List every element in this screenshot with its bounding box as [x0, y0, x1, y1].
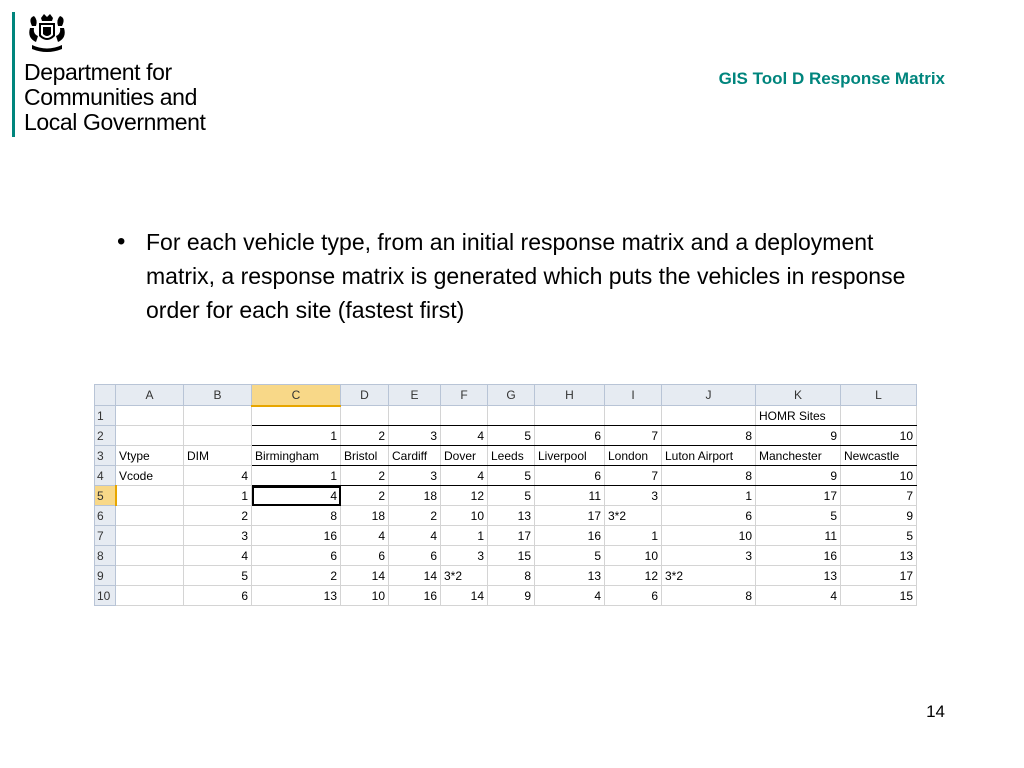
cell-d2[interactable]: 2: [341, 426, 389, 446]
table-row: [95, 566, 917, 586]
cell-i5[interactable]: 3: [605, 486, 662, 506]
table-row: [95, 586, 917, 606]
row-header-2[interactable]: 2: [95, 426, 116, 446]
cell-g8[interactable]: 15: [488, 546, 535, 566]
cell-h3[interactable]: Liverpool: [535, 446, 605, 466]
cell-l3[interactable]: Newcastle: [841, 446, 917, 466]
cell-e7[interactable]: 4: [389, 526, 441, 546]
cell-c4[interactable]: 1: [252, 466, 341, 486]
cell-i8[interactable]: 10: [605, 546, 662, 566]
royal-crest-icon: [24, 12, 70, 54]
cell-i7[interactable]: 1: [605, 526, 662, 546]
cell-e6[interactable]: 2: [389, 506, 441, 526]
cell-b8[interactable]: 4: [184, 546, 252, 566]
cell-h4[interactable]: 6: [535, 466, 605, 486]
cell-b2[interactable]: [184, 426, 252, 446]
column-header-j[interactable]: J: [662, 385, 756, 406]
cell-e10[interactable]: 16: [389, 586, 441, 606]
row-header-3[interactable]: 3: [95, 446, 116, 466]
cell-a9[interactable]: [116, 566, 184, 586]
cell-c6[interactable]: 8: [252, 506, 341, 526]
table-row: [95, 446, 917, 466]
cell-j4[interactable]: 8: [662, 466, 756, 486]
cell-c5[interactable]: 4: [252, 486, 341, 506]
cell-h5[interactable]: 11: [535, 486, 605, 506]
spreadsheet-grid: [94, 384, 917, 606]
cell-k4[interactable]: 9: [756, 466, 841, 486]
cell-g9[interactable]: 8: [488, 566, 535, 586]
cell-b10[interactable]: 6: [184, 586, 252, 606]
cell-g10[interactable]: 9: [488, 586, 535, 606]
cell-a8[interactable]: [116, 546, 184, 566]
table-row: [95, 426, 917, 446]
column-header-a[interactable]: A: [116, 385, 184, 406]
column-header-e[interactable]: E: [389, 385, 441, 406]
table-row: [95, 466, 917, 486]
cell-g3[interactable]: Leeds: [488, 446, 535, 466]
cell-k8[interactable]: 16: [756, 546, 841, 566]
cell-f7[interactable]: 1: [441, 526, 488, 546]
cell-l7[interactable]: 5: [841, 526, 917, 546]
cell-g5[interactable]: 5: [488, 486, 535, 506]
cell-e9[interactable]: 14: [389, 566, 441, 586]
cell-k1[interactable]: HOMR Sites: [756, 406, 841, 426]
table-row: [95, 406, 917, 426]
cell-i9[interactable]: 12: [605, 566, 662, 586]
cell-f9[interactable]: 3*2: [441, 566, 488, 586]
cell-c10[interactable]: 13: [252, 586, 341, 606]
cell-h9[interactable]: 13: [535, 566, 605, 586]
cell-d3[interactable]: Bristol: [341, 446, 389, 466]
cell-g2[interactable]: 5: [488, 426, 535, 446]
cell-l9[interactable]: 17: [841, 566, 917, 586]
cell-j6[interactable]: 6: [662, 506, 756, 526]
cell-i10[interactable]: 6: [605, 586, 662, 606]
cell-j8[interactable]: 3: [662, 546, 756, 566]
row-header-10[interactable]: 10: [95, 586, 116, 606]
slide-title: GIS Tool D Response Matrix: [718, 69, 945, 88]
cell-j9[interactable]: 3*2: [662, 566, 756, 586]
cell-a10[interactable]: [116, 586, 184, 606]
table-row: [95, 486, 917, 506]
cell-j2[interactable]: 8: [662, 426, 756, 446]
cell-d9[interactable]: 14: [341, 566, 389, 586]
row-header-6[interactable]: 6: [95, 506, 116, 526]
cell-j10[interactable]: 8: [662, 586, 756, 606]
cell-h2[interactable]: 6: [535, 426, 605, 446]
logo-accent-bar: [12, 12, 15, 137]
cell-c9[interactable]: 2: [252, 566, 341, 586]
cell-f6[interactable]: 10: [441, 506, 488, 526]
cell-d7[interactable]: 4: [341, 526, 389, 546]
cell-k9[interactable]: 13: [756, 566, 841, 586]
cell-l10[interactable]: 15: [841, 586, 917, 606]
cell-j3[interactable]: Luton Airport: [662, 446, 756, 466]
cell-h6[interactable]: 17: [535, 506, 605, 526]
cell-i4[interactable]: 7: [605, 466, 662, 486]
cell-b7[interactable]: 3: [184, 526, 252, 546]
org-name-line-3: Local Government: [24, 109, 206, 135]
cell-a2[interactable]: [116, 426, 184, 446]
cell-f4[interactable]: 4: [441, 466, 488, 486]
cell-e1[interactable]: [389, 406, 441, 426]
cell-b9[interactable]: 5: [184, 566, 252, 586]
cell-b5[interactable]: 1: [184, 486, 252, 506]
table-row: [95, 546, 917, 566]
cell-g6[interactable]: 13: [488, 506, 535, 526]
cell-h8[interactable]: 5: [535, 546, 605, 566]
bullet-text: For each vehicle type, from an initial response matrix and a deployment matrix, a response matrix is generated which puts the vehicles in response order for each site (fastest first): [146, 229, 906, 323]
row-header-5[interactable]: 5: [95, 486, 116, 506]
org-name-line-1: Department for: [24, 59, 172, 85]
cell-a1[interactable]: [116, 406, 184, 426]
cell-c7[interactable]: 16: [252, 526, 341, 546]
bullet-icon: •: [117, 228, 126, 255]
cell-d8[interactable]: 6: [341, 546, 389, 566]
row-header-4[interactable]: 4: [95, 466, 116, 486]
row-header-1[interactable]: 1: [95, 406, 116, 426]
cell-f3[interactable]: Dover: [441, 446, 488, 466]
cell-c1[interactable]: [252, 406, 341, 426]
cell-f8[interactable]: 3: [441, 546, 488, 566]
cell-a3[interactable]: Vtype: [116, 446, 184, 466]
cell-i3[interactable]: London: [605, 446, 662, 466]
cell-a4[interactable]: Vcode: [116, 466, 184, 486]
cell-a5[interactable]: [116, 486, 184, 506]
cell-j5[interactable]: 1: [662, 486, 756, 506]
cell-f2[interactable]: 4: [441, 426, 488, 446]
column-header-d[interactable]: D: [341, 385, 389, 406]
column-header-b[interactable]: B: [184, 385, 252, 406]
cell-c8[interactable]: 6: [252, 546, 341, 566]
cell-a7[interactable]: [116, 526, 184, 546]
cell-d1[interactable]: [341, 406, 389, 426]
cell-k6[interactable]: 5: [756, 506, 841, 526]
cell-j7[interactable]: 10: [662, 526, 756, 546]
select-all-corner[interactable]: [95, 385, 116, 406]
cell-f5[interactable]: 12: [441, 486, 488, 506]
cell-c3[interactable]: Birmingham: [252, 446, 341, 466]
cell-i1[interactable]: [605, 406, 662, 426]
cell-e5[interactable]: 18: [389, 486, 441, 506]
cell-c2[interactable]: 1: [252, 426, 341, 446]
cell-i2[interactable]: 7: [605, 426, 662, 446]
cell-e8[interactable]: 6: [389, 546, 441, 566]
org-name-line-2: Communities and: [24, 84, 197, 110]
cell-h7[interactable]: 16: [535, 526, 605, 546]
table-row: [95, 506, 917, 526]
cell-e4[interactable]: 3: [389, 466, 441, 486]
cell-e3[interactable]: Cardiff: [389, 446, 441, 466]
cell-l4[interactable]: 10: [841, 466, 917, 486]
organisation-name: [24, 60, 206, 135]
cell-b4[interactable]: 4: [184, 466, 252, 486]
row-header-9[interactable]: 9: [95, 566, 116, 586]
cell-i6[interactable]: 3*2: [605, 506, 662, 526]
cell-k5[interactable]: 17: [756, 486, 841, 506]
cell-k7[interactable]: 11: [756, 526, 841, 546]
cell-b6[interactable]: 2: [184, 506, 252, 526]
cell-b1[interactable]: [184, 406, 252, 426]
cell-e2[interactable]: 3: [389, 426, 441, 446]
cell-k10[interactable]: 4: [756, 586, 841, 606]
column-header-g[interactable]: G: [488, 385, 535, 406]
row-header-7[interactable]: 7: [95, 526, 116, 546]
column-header-i[interactable]: I: [605, 385, 662, 406]
cell-g7[interactable]: 17: [488, 526, 535, 546]
cell-h1[interactable]: [535, 406, 605, 426]
cell-g4[interactable]: 5: [488, 466, 535, 486]
column-header-h[interactable]: H: [535, 385, 605, 406]
cell-d4[interactable]: 2: [341, 466, 389, 486]
cell-j1[interactable]: [662, 406, 756, 426]
column-header-l[interactable]: L: [841, 385, 917, 406]
cell-b3[interactable]: DIM: [184, 446, 252, 466]
cell-h10[interactable]: 4: [535, 586, 605, 606]
cell-g1[interactable]: [488, 406, 535, 426]
bullet-point: [117, 225, 937, 327]
column-header-k[interactable]: K: [756, 385, 841, 406]
cell-d10[interactable]: 10: [341, 586, 389, 606]
cell-l2[interactable]: 10: [841, 426, 917, 446]
cell-l6[interactable]: 9: [841, 506, 917, 526]
row-header-8[interactable]: 8: [95, 546, 116, 566]
spreadsheet-screenshot: [94, 384, 924, 616]
cell-f1[interactable]: [441, 406, 488, 426]
cell-l8[interactable]: 13: [841, 546, 917, 566]
cell-a6[interactable]: [116, 506, 184, 526]
cell-k2[interactable]: 9: [756, 426, 841, 446]
cell-d6[interactable]: 18: [341, 506, 389, 526]
column-header-c[interactable]: C: [252, 385, 341, 406]
cell-d5[interactable]: 2: [341, 486, 389, 506]
cell-l5[interactable]: 7: [841, 486, 917, 506]
cell-l1[interactable]: [841, 406, 917, 426]
cell-k3[interactable]: Manchester: [756, 446, 841, 466]
column-header-f[interactable]: F: [441, 385, 488, 406]
page-number: 14: [926, 702, 945, 721]
cell-f10[interactable]: 14: [441, 586, 488, 606]
table-row: [95, 526, 917, 546]
